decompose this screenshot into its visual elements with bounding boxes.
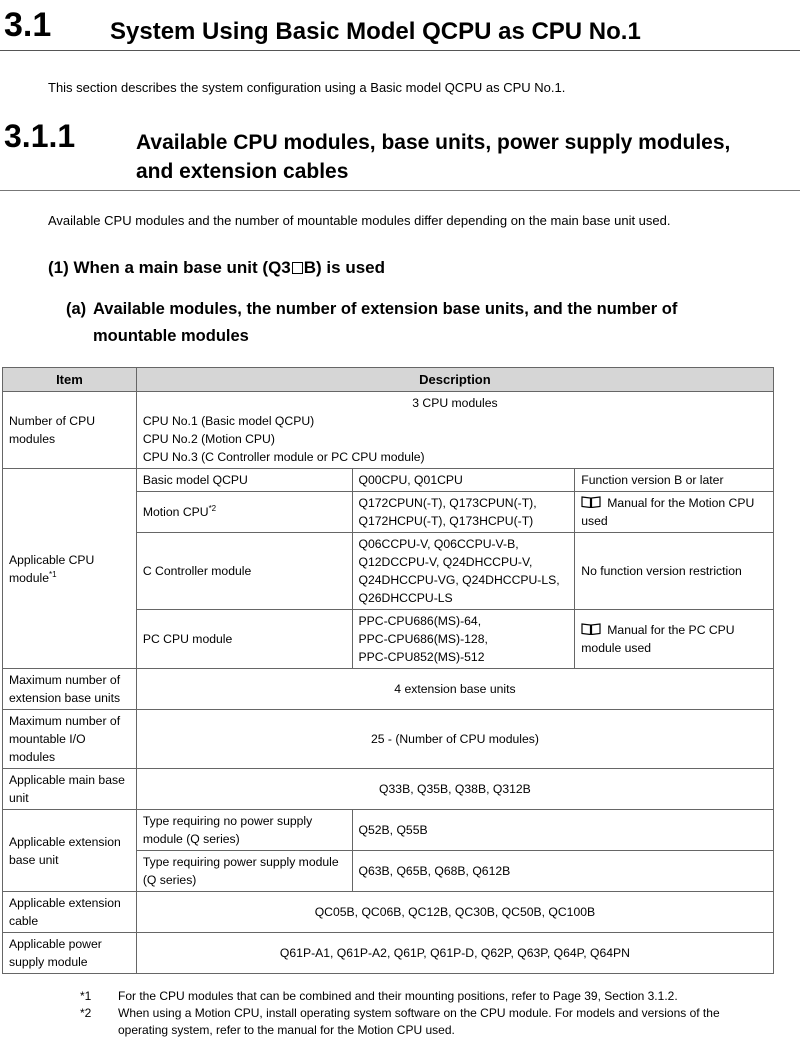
description-cell: Q33B, Q35B, Q38B, Q312B (136, 769, 773, 810)
cpu-models-cell: PPC-CPU686(MS)-64, PPC-CPU686(MS)-128, PPC-CPU852(MS)-512 (352, 610, 575, 669)
subsection-heading (0, 118, 800, 191)
cpu-type-cell: Motion CPU$^{*2}$ (136, 492, 352, 533)
description-cell: QC05B, QC06B, QC12B, QC30B, QC50B, QC100B (136, 892, 773, 933)
cpu-note-cell: Manual for the PC CPU module used (575, 610, 774, 669)
description-cell: 3 CPU modules CPU No.1 (Basic model QCPU) CPU No.2 (Motion CPU) CPU No.3 (C Controller module or PC CPU module) (136, 392, 773, 469)
table-row (3, 469, 774, 492)
table-row (3, 933, 774, 974)
subsection-number: 3.1.1 (4, 118, 76, 154)
description-cell: Q61P-A1, Q61P-A2, Q61P, Q61P-D, Q62P, Q63P, Q64P, Q64PN (136, 933, 773, 974)
cpu-type-cell: C Controller module (136, 533, 352, 610)
section-number: 3.1 (4, 6, 52, 44)
subsection-paragraph: Available CPU modules and the number of mountable modules differ depending on the main base unit used. (48, 213, 671, 228)
footnote-ref: *1 (48, 569, 57, 579)
cpu-models-cell: Q06CCPU-V, Q06CCPU-V-B, Q12DCCPU-V, Q24DHCCPU-V, Q24DHCCPU-VG, Q24DHCCPU-LS, Q26DHCCPU-LS (352, 533, 575, 610)
section-heading (0, 6, 800, 51)
table-header-row (3, 368, 774, 392)
square-placeholder-icon (292, 262, 303, 274)
section-title: System Using Basic Model QCPU as CPU No.1 (110, 18, 641, 45)
base-type-cell: Type requiring no power supply module (Q series) (136, 810, 352, 851)
item-cell: Maximum number of mountable I/O modules (3, 710, 137, 769)
base-models-cell: Q63B, Q65B, Q68B, Q612B (352, 851, 773, 892)
cpu-note-cell: Function version B or later (575, 469, 774, 492)
description-cell: 4 extension base units (136, 669, 773, 710)
header-description: Description (136, 368, 773, 392)
table-row (3, 769, 774, 810)
footnote: *1 For the CPU modules that can be combined and their mounting positions, refer to Page 39, Section 3.1.2. (80, 989, 678, 1003)
heading-main-base-unit: (1) When a main base unit (Q3 B) is used (48, 258, 386, 277)
cpu-note-cell: No function version restriction (575, 533, 774, 610)
item-cell: Applicable extension cable (3, 892, 137, 933)
cpu-models-cell: Q172CPUN(-T), Q173CPUN(-T), Q172HCPU(-T), Q173HCPU(-T) (352, 492, 575, 533)
table-row (3, 392, 774, 469)
base-type-cell: Type requiring power supply module (Q series) (136, 851, 352, 892)
table-row (3, 669, 774, 710)
item-cell: Applicable power supply module (3, 933, 137, 974)
spec-table (2, 367, 774, 974)
header-item: Item (3, 368, 137, 392)
table-row (3, 710, 774, 769)
footnotes (80, 988, 770, 1039)
cpu-models-cell: Q00CPU, Q01CPU (352, 469, 575, 492)
manual-book-icon (581, 623, 601, 635)
cpu-note-cell: Manual for the Motion CPU used (575, 492, 774, 533)
item-cell: Applicable main base unit (3, 769, 137, 810)
description-cell: 25 - (Number of CPU modules) (136, 710, 773, 769)
item-cell: Applicable CPU module$^{*1}$ (3, 469, 137, 669)
footnote-ref: *2 (208, 503, 217, 513)
footnote: *2 When using a Motion CPU, install operating system software on the CPU module. For models and versions of the operating system, refer to the manual for the Motion CPU used. (80, 1006, 720, 1037)
item-cell: Maximum number of extension base units (3, 669, 137, 710)
manual-book-icon (581, 496, 601, 508)
section-intro: This section describes the system configuration using a Basic model QCPU as CPU No.1. (48, 80, 566, 95)
base-models-cell: Q52B, Q55B (352, 810, 773, 851)
cpu-type-cell: PC CPU module (136, 610, 352, 669)
item-cell: Number of CPU modules (3, 392, 137, 469)
heading-available-modules: (a) Available modules, the number of extension base units, and the number of mountable modules (66, 300, 678, 345)
table-row (3, 810, 774, 851)
item-cell: Applicable extension base unit (3, 810, 137, 892)
subsection-title: Available CPU modules, base units, power supply modules, and extension cables (136, 131, 731, 183)
cpu-type-cell: Basic model QCPU (136, 469, 352, 492)
table-row (3, 892, 774, 933)
